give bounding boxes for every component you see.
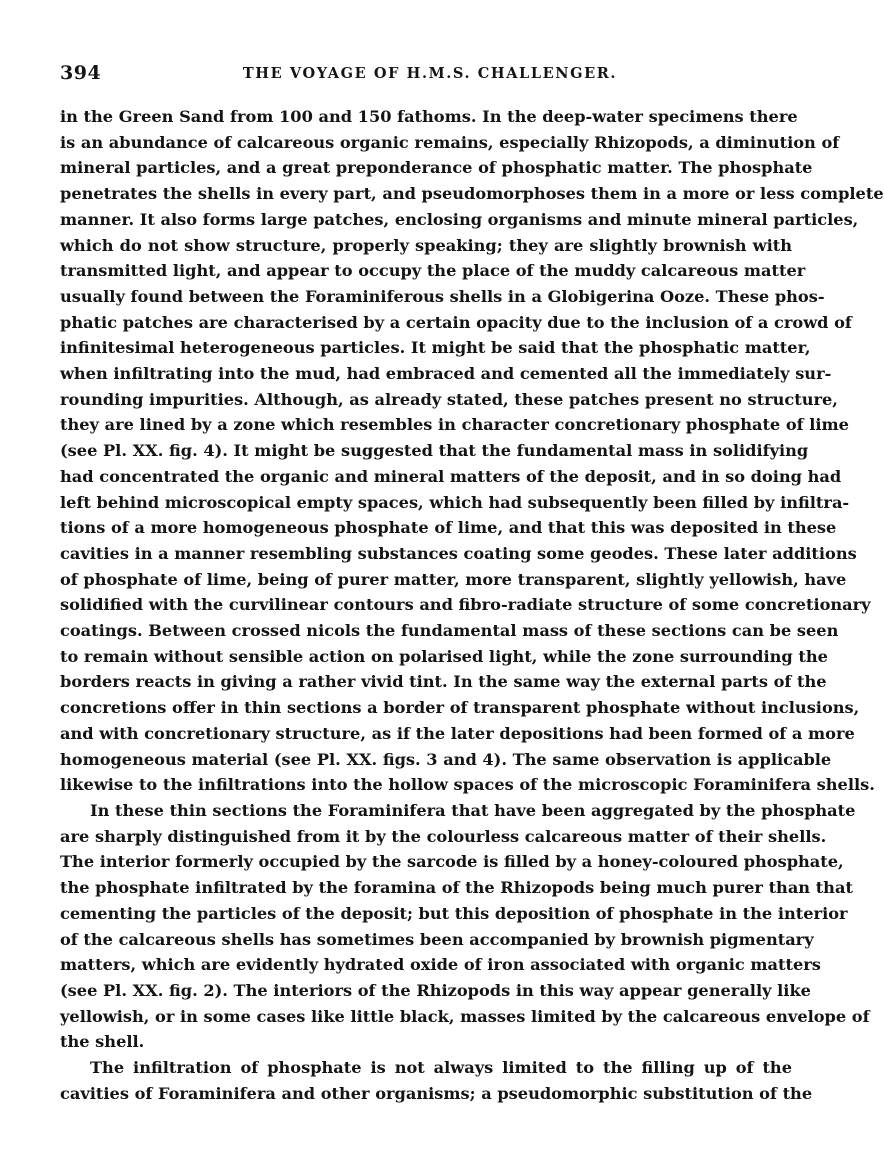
text-line: concretions offer in thin sections a border of transparent phosphate without inclusions, [60,698,860,718]
paragraph-3 [60,1055,813,1106]
text-line: manner. It also forms large patches, enclosing organisms and minute mineral particles, [60,209,859,229]
running-title: THE VOYAGE OF H.M.S. CHALLENGER. [242,65,618,82]
text-line: the shell. [60,1032,145,1052]
paragraph-2 [60,798,870,1055]
text-line: infinitesimal heterogeneous particles. It might be said that the phosphatic matter, [60,338,811,358]
text-line: transmitted light, and appear to occupy the place of the muddy calcareous matter [60,261,806,281]
text-line: cavities in a manner resembling substances coating some geodes. These later additions [60,543,857,563]
text-line: in the Green Sand from 100 and 150 fathoms. In the deep-water specimens there [60,107,798,126]
text-line: (see Pl. XX. fig. 4). It might be suggested that the fundamental mass in solidifying [60,441,809,461]
text-line: cavities of Foraminifera and other organisms; a pseudomorphic substitution of the [60,1083,813,1103]
text-line: tions of a more homogeneous phosphate of lime, and that this was deposited in these [60,518,837,538]
text-line: to remain without sensible action on polarised light, while the zone surrounding the [60,646,828,666]
text-line: In these thin sections the Foraminifera that have been aggregated by the phosphate [90,800,856,820]
text-line: which do not show structure, properly speaking; they are slightly brownish with [60,235,792,255]
paragraph-1 [60,104,884,798]
text-line: yellowish, or in some cases like little black, masses limited by the calcareous envelope of [60,1006,870,1026]
text-line: solidified with the curvilinear contours and fibro-radiate structure of some concretionary [60,595,871,615]
text-line: are sharply distinguished from it by the colourless calcareous matter of their shells. [60,826,827,846]
text-line: (see Pl. XX. fig. 2). The interiors of the Rhizopods in this way appear generally like [60,980,811,1000]
text-line: rounding impurities. Although, as already stated, these patches present no structure, [60,389,838,409]
text-line: when infiltrating into the mud, had embraced and cemented all the immediately sur- [60,364,832,384]
text-line: had concentrated the organic and mineral matters of the deposit, and in so doing had [60,466,842,486]
text-line: is an abundance of calcareous organic remains, especially Rhizopods, a diminution of [60,132,840,152]
text-line: homogeneous material (see Pl. XX. figs. 3 and 4). The same observation is applicable [60,749,832,769]
page-header [60,62,800,90]
text-line: of the calcareous shells has sometimes been accompanied by brownish pigmentary [60,929,814,949]
text-line: likewise to the infiltrations into the hollow spaces of the microscopic Foraminifera shells. [60,775,875,795]
text-line: coatings. Between crossed nicols the fundamental mass of these sections can be seen [60,621,839,641]
text-line: borders reacts in giving a rather vivid tint. In the same way the external parts of the [60,672,827,692]
text-line: cementing the particles of the deposit; but this deposition of phosphate in the interior [60,903,848,923]
text-line: usually found between the Foraminiferous shells in a Globigerina Ooze. These phos- [60,286,825,306]
text-line: The interior formerly occupied by the sarcode is filled by a honey-coloured phosphate, [60,852,844,872]
body-text [60,104,884,1106]
text-line: the phosphate infiltrated by the foramina of the Rhizopods being much purer than that [60,878,853,898]
text-line: left behind microscopical empty spaces, which had subsequently been filled by infiltra- [60,492,850,512]
text-line: and with concretionary structure, as if the later depositions had been formed of a more [60,723,855,743]
text-line: matters, which are evidently hydrated oxide of iron associated with organic matters [60,955,821,975]
text-line: phatic patches are characterised by a certain opacity due to the inclusion of a crowd of [60,312,852,332]
text-line: they are lined by a zone which resembles in character concretionary phosphate of lime [60,415,849,435]
text-line: penetrates the shells in every part, and pseudomorphoses them in a more or less complete [60,184,884,204]
page-number: 394 [60,62,102,84]
text-line: The infiltration of phosphate is not always limited to the filling up of the [90,1058,792,1078]
text-line: mineral particles, and a great preponderance of phosphatic matter. The phosphate [60,158,813,178]
text-line: of phosphate of lime, being of purer matter, more transparent, slightly yellowish, have [60,569,847,589]
